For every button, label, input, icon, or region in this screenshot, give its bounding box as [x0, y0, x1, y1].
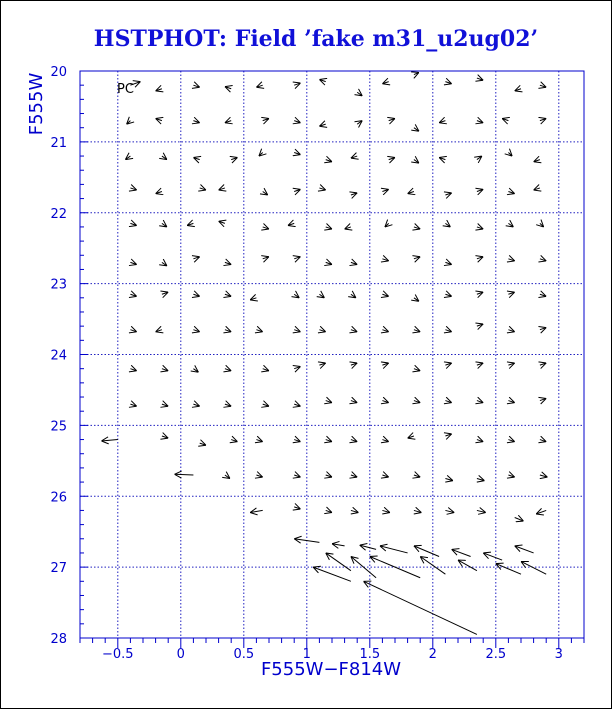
vector-arrow	[256, 85, 262, 87]
vector-arrow	[414, 546, 439, 557]
vector-arrow	[414, 128, 419, 132]
vector-arrow	[414, 227, 420, 229]
x-tick-label: 1	[302, 647, 311, 662]
vector-arrow	[351, 330, 357, 332]
vector-arrow	[508, 363, 514, 365]
vector-arrow	[263, 257, 269, 259]
vector-arrow	[408, 191, 414, 193]
vector-arrow	[351, 193, 357, 195]
vector-arrow	[259, 153, 263, 157]
vector-arrow	[540, 259, 546, 261]
vector-arrow	[408, 436, 414, 438]
vector-arrow	[534, 160, 540, 162]
vector-arrow	[414, 401, 420, 403]
vector-arrow	[540, 475, 548, 477]
vector-arrow	[294, 330, 300, 332]
vector-arrow	[156, 118, 162, 120]
vector-arrow	[439, 157, 445, 159]
vector-arrow	[540, 118, 546, 120]
vector-arrow	[496, 564, 521, 575]
vector-arrow	[360, 545, 376, 549]
vector-arrow	[193, 294, 199, 296]
vector-arrow	[162, 436, 168, 438]
vector-arrow	[445, 82, 451, 84]
vector-arrow	[225, 294, 231, 296]
vector-arrow	[294, 440, 300, 442]
vector-arrow	[477, 401, 483, 403]
vector-arrow	[477, 156, 482, 160]
x-tick-label: 0.5	[233, 647, 255, 662]
vector-arrow	[502, 118, 508, 120]
vector-arrow	[508, 191, 514, 193]
y-ticks	[50, 65, 88, 647]
vector-arrow	[263, 118, 269, 120]
vector-arrow	[319, 363, 325, 365]
vector-arrow	[319, 188, 325, 190]
vector-arrow	[294, 507, 300, 509]
vector-arrow	[385, 223, 389, 227]
vector-arrow	[231, 157, 237, 159]
vector-arrow	[477, 292, 483, 294]
vector-arrow	[130, 330, 136, 332]
vector-arrow	[263, 369, 269, 371]
vector-arrow	[326, 440, 332, 442]
vector-arrow	[193, 330, 199, 332]
vector-arrow	[477, 257, 483, 259]
vector-arrow	[294, 475, 300, 477]
vector-arrow	[389, 118, 395, 120]
vector-arrow	[175, 474, 194, 475]
vector-arrow	[508, 153, 512, 157]
vector-arrow	[156, 330, 162, 332]
vector-arrow	[389, 157, 395, 159]
vector-arrow	[162, 369, 168, 371]
vectors	[101, 72, 547, 634]
x-tick-label: 1.5	[359, 647, 381, 662]
vector-arrow	[477, 189, 483, 191]
vector-arrow	[351, 510, 359, 512]
vector-arrow	[351, 475, 357, 477]
vector-arrow	[439, 121, 445, 123]
vector-arrow	[540, 440, 546, 442]
vector-arrow	[477, 78, 483, 80]
vector-arrow	[219, 221, 225, 223]
vector-arrow	[445, 401, 451, 403]
vector-arrow	[540, 294, 546, 296]
vector-arrow	[225, 262, 231, 264]
vector-arrow	[162, 223, 167, 227]
vector-arrow	[130, 223, 136, 225]
vector-arrow	[445, 223, 450, 227]
vector-arrow	[200, 188, 206, 190]
vector-arrow	[536, 510, 546, 514]
vector-arrow	[351, 156, 357, 158]
vector-arrow	[326, 553, 351, 571]
vector-arrow	[125, 156, 130, 160]
vector-arrow	[127, 121, 131, 125]
vector-arrow	[414, 330, 420, 332]
vector-arrow	[193, 404, 199, 406]
vector-arrow	[187, 223, 193, 225]
vector-arrow	[256, 440, 262, 442]
vector-arrow	[319, 124, 325, 126]
vector-arrow	[294, 294, 299, 298]
x-tick-label: 0	[176, 647, 185, 662]
vector-arrow	[364, 581, 477, 634]
vector-arrow	[294, 189, 300, 191]
x-tick-label: 2.5	[485, 647, 507, 662]
vector-arrow	[445, 434, 451, 436]
x-axis-label: F555W−F814W	[260, 659, 402, 680]
vector-arrow	[515, 518, 524, 522]
vector-arrow	[294, 404, 300, 406]
vector-arrow	[225, 330, 231, 332]
vector-arrow	[534, 188, 540, 190]
vector-arrow	[193, 121, 199, 123]
grid-lines	[80, 71, 584, 638]
vector-arrow	[319, 80, 325, 82]
vector-arrow	[380, 546, 408, 553]
vector-arrow	[256, 475, 262, 477]
y-tick-label: 26	[50, 490, 67, 506]
vector-arrow	[162, 292, 168, 294]
vector-arrow	[193, 157, 199, 159]
vector-arrow	[193, 257, 199, 259]
vector-arrow	[351, 401, 357, 403]
vector-arrow	[445, 479, 453, 481]
vector-arrow	[382, 440, 388, 442]
vector-arrow	[351, 363, 357, 365]
vector-arrow	[452, 549, 471, 556]
vector-arrow	[345, 227, 351, 229]
vector-arrow	[326, 475, 332, 477]
vector-arrow	[382, 259, 388, 261]
vector-arrow	[477, 324, 483, 326]
y-axis-label: F555W	[26, 72, 47, 136]
vector-arrow	[445, 363, 451, 365]
vector-arrow	[414, 160, 419, 164]
vector-arrow	[382, 189, 388, 191]
vector-arrow	[351, 440, 357, 442]
vector-arrow	[414, 298, 419, 302]
vector-arrow	[156, 89, 162, 91]
vector-arrow	[508, 440, 514, 442]
vector-arrow	[294, 83, 300, 85]
vector-arrow	[477, 479, 485, 481]
vector-arrow	[326, 401, 332, 403]
vector-arrow	[483, 553, 502, 560]
vector-arrow	[294, 153, 300, 155]
vector-arrow	[382, 82, 388, 84]
vector-arrow	[162, 156, 167, 160]
pc-annotation: PC	[117, 82, 134, 97]
vector-arrow	[357, 121, 362, 125]
outer-frame	[1, 1, 612, 709]
y-tick-label: 25	[50, 419, 67, 435]
vector-arrow	[263, 227, 269, 229]
vector-arrow	[540, 398, 546, 400]
vector-arrow	[540, 328, 546, 330]
vector-arrow	[445, 262, 451, 264]
vector-arrow	[445, 193, 451, 195]
vector-arrow	[357, 92, 362, 96]
vector-arrow	[200, 443, 206, 445]
vector-arrow	[156, 191, 162, 193]
vector-arrow	[332, 544, 345, 546]
y-tick-label: 22	[50, 206, 67, 222]
vector-arrow	[445, 294, 451, 296]
vector-arrow	[540, 363, 546, 365]
vector-arrow	[263, 404, 269, 406]
vector-arrow	[508, 401, 514, 403]
vector-arrow	[162, 262, 167, 266]
vector-arrow	[540, 85, 546, 87]
vector-arrow	[294, 539, 319, 543]
vector-arrow	[351, 294, 356, 298]
vector-arrow	[319, 294, 324, 298]
vector-arrow	[225, 121, 231, 123]
vector-arrow	[382, 475, 388, 477]
vector-arrow	[263, 191, 268, 195]
vector-arrow	[445, 330, 451, 332]
vector-arrow	[294, 257, 300, 259]
vector-arrow	[508, 259, 514, 261]
vector-arrow	[445, 510, 454, 512]
y-tick-label: 27	[50, 561, 67, 577]
vector-arrow	[294, 121, 300, 123]
vector-arrow	[130, 404, 136, 406]
y-tick-label: 21	[50, 135, 67, 151]
vector-arrow	[477, 510, 486, 512]
vector-arrow	[414, 510, 422, 512]
vector-arrow	[540, 223, 544, 227]
vector-arrow	[414, 369, 420, 371]
vector-arrow	[313, 567, 351, 581]
vector-arrow	[225, 404, 231, 406]
vector-arrow	[477, 440, 483, 442]
vector-arrow	[351, 556, 376, 577]
vector-arrow	[521, 561, 546, 574]
vector-arrow	[382, 330, 388, 332]
vector-arrow	[250, 298, 256, 300]
vector-arrow	[256, 330, 262, 332]
vector-arrow	[382, 294, 388, 296]
vector-arrow	[351, 262, 357, 264]
vector-arrow	[225, 369, 231, 371]
vector-arrow	[382, 401, 388, 403]
vector-arrow	[326, 262, 332, 264]
vector-arrow	[414, 72, 419, 74]
vector-arrow	[294, 367, 300, 369]
vector-arrow	[477, 121, 483, 123]
vector-arrow	[219, 188, 225, 190]
y-tick-label: 23	[50, 277, 67, 293]
chart-title: HSTPHOT: Field ’fake m31_u2ug02’	[93, 26, 539, 52]
vector-arrow	[288, 223, 294, 225]
vector-arrow	[477, 363, 483, 365]
vector-arrow	[130, 188, 136, 190]
vector-arrow	[458, 560, 477, 571]
vector-arrow	[477, 227, 483, 229]
vector-arrow	[193, 85, 199, 87]
vector-arrow	[225, 475, 230, 479]
vector-arrow	[515, 89, 521, 91]
vector-arrow	[231, 440, 237, 442]
x-tick-label: −0.5	[102, 647, 134, 662]
vector-arrow	[508, 330, 514, 332]
vector-arrow	[382, 510, 390, 512]
y-tick-label: 28	[50, 632, 67, 647]
vector-arrow	[225, 87, 231, 89]
vector-arrow	[414, 475, 420, 477]
vector-arrow	[326, 160, 332, 162]
vector-arrow	[326, 227, 332, 229]
vector-arrow	[162, 404, 168, 406]
vector-arrow	[515, 546, 534, 553]
vector-arrow	[382, 363, 388, 365]
y-tick-label: 20	[50, 65, 67, 80]
y-tick-label: 24	[50, 348, 67, 364]
vector-arrow	[414, 257, 420, 259]
vector-arrow	[319, 330, 325, 332]
vector-arrow	[250, 510, 263, 512]
vector-arrow	[508, 223, 513, 227]
x-tick-label: 2	[428, 647, 437, 662]
vector-arrow	[508, 475, 514, 477]
vector-arrow	[508, 292, 514, 294]
vector-arrow	[101, 440, 117, 441]
vector-arrow	[130, 369, 136, 371]
vector-arrow	[130, 262, 136, 264]
vector-arrow	[326, 510, 332, 512]
x-tick-label: 3	[554, 647, 563, 662]
vector-arrow	[193, 369, 198, 373]
vector-arrow	[130, 294, 136, 296]
